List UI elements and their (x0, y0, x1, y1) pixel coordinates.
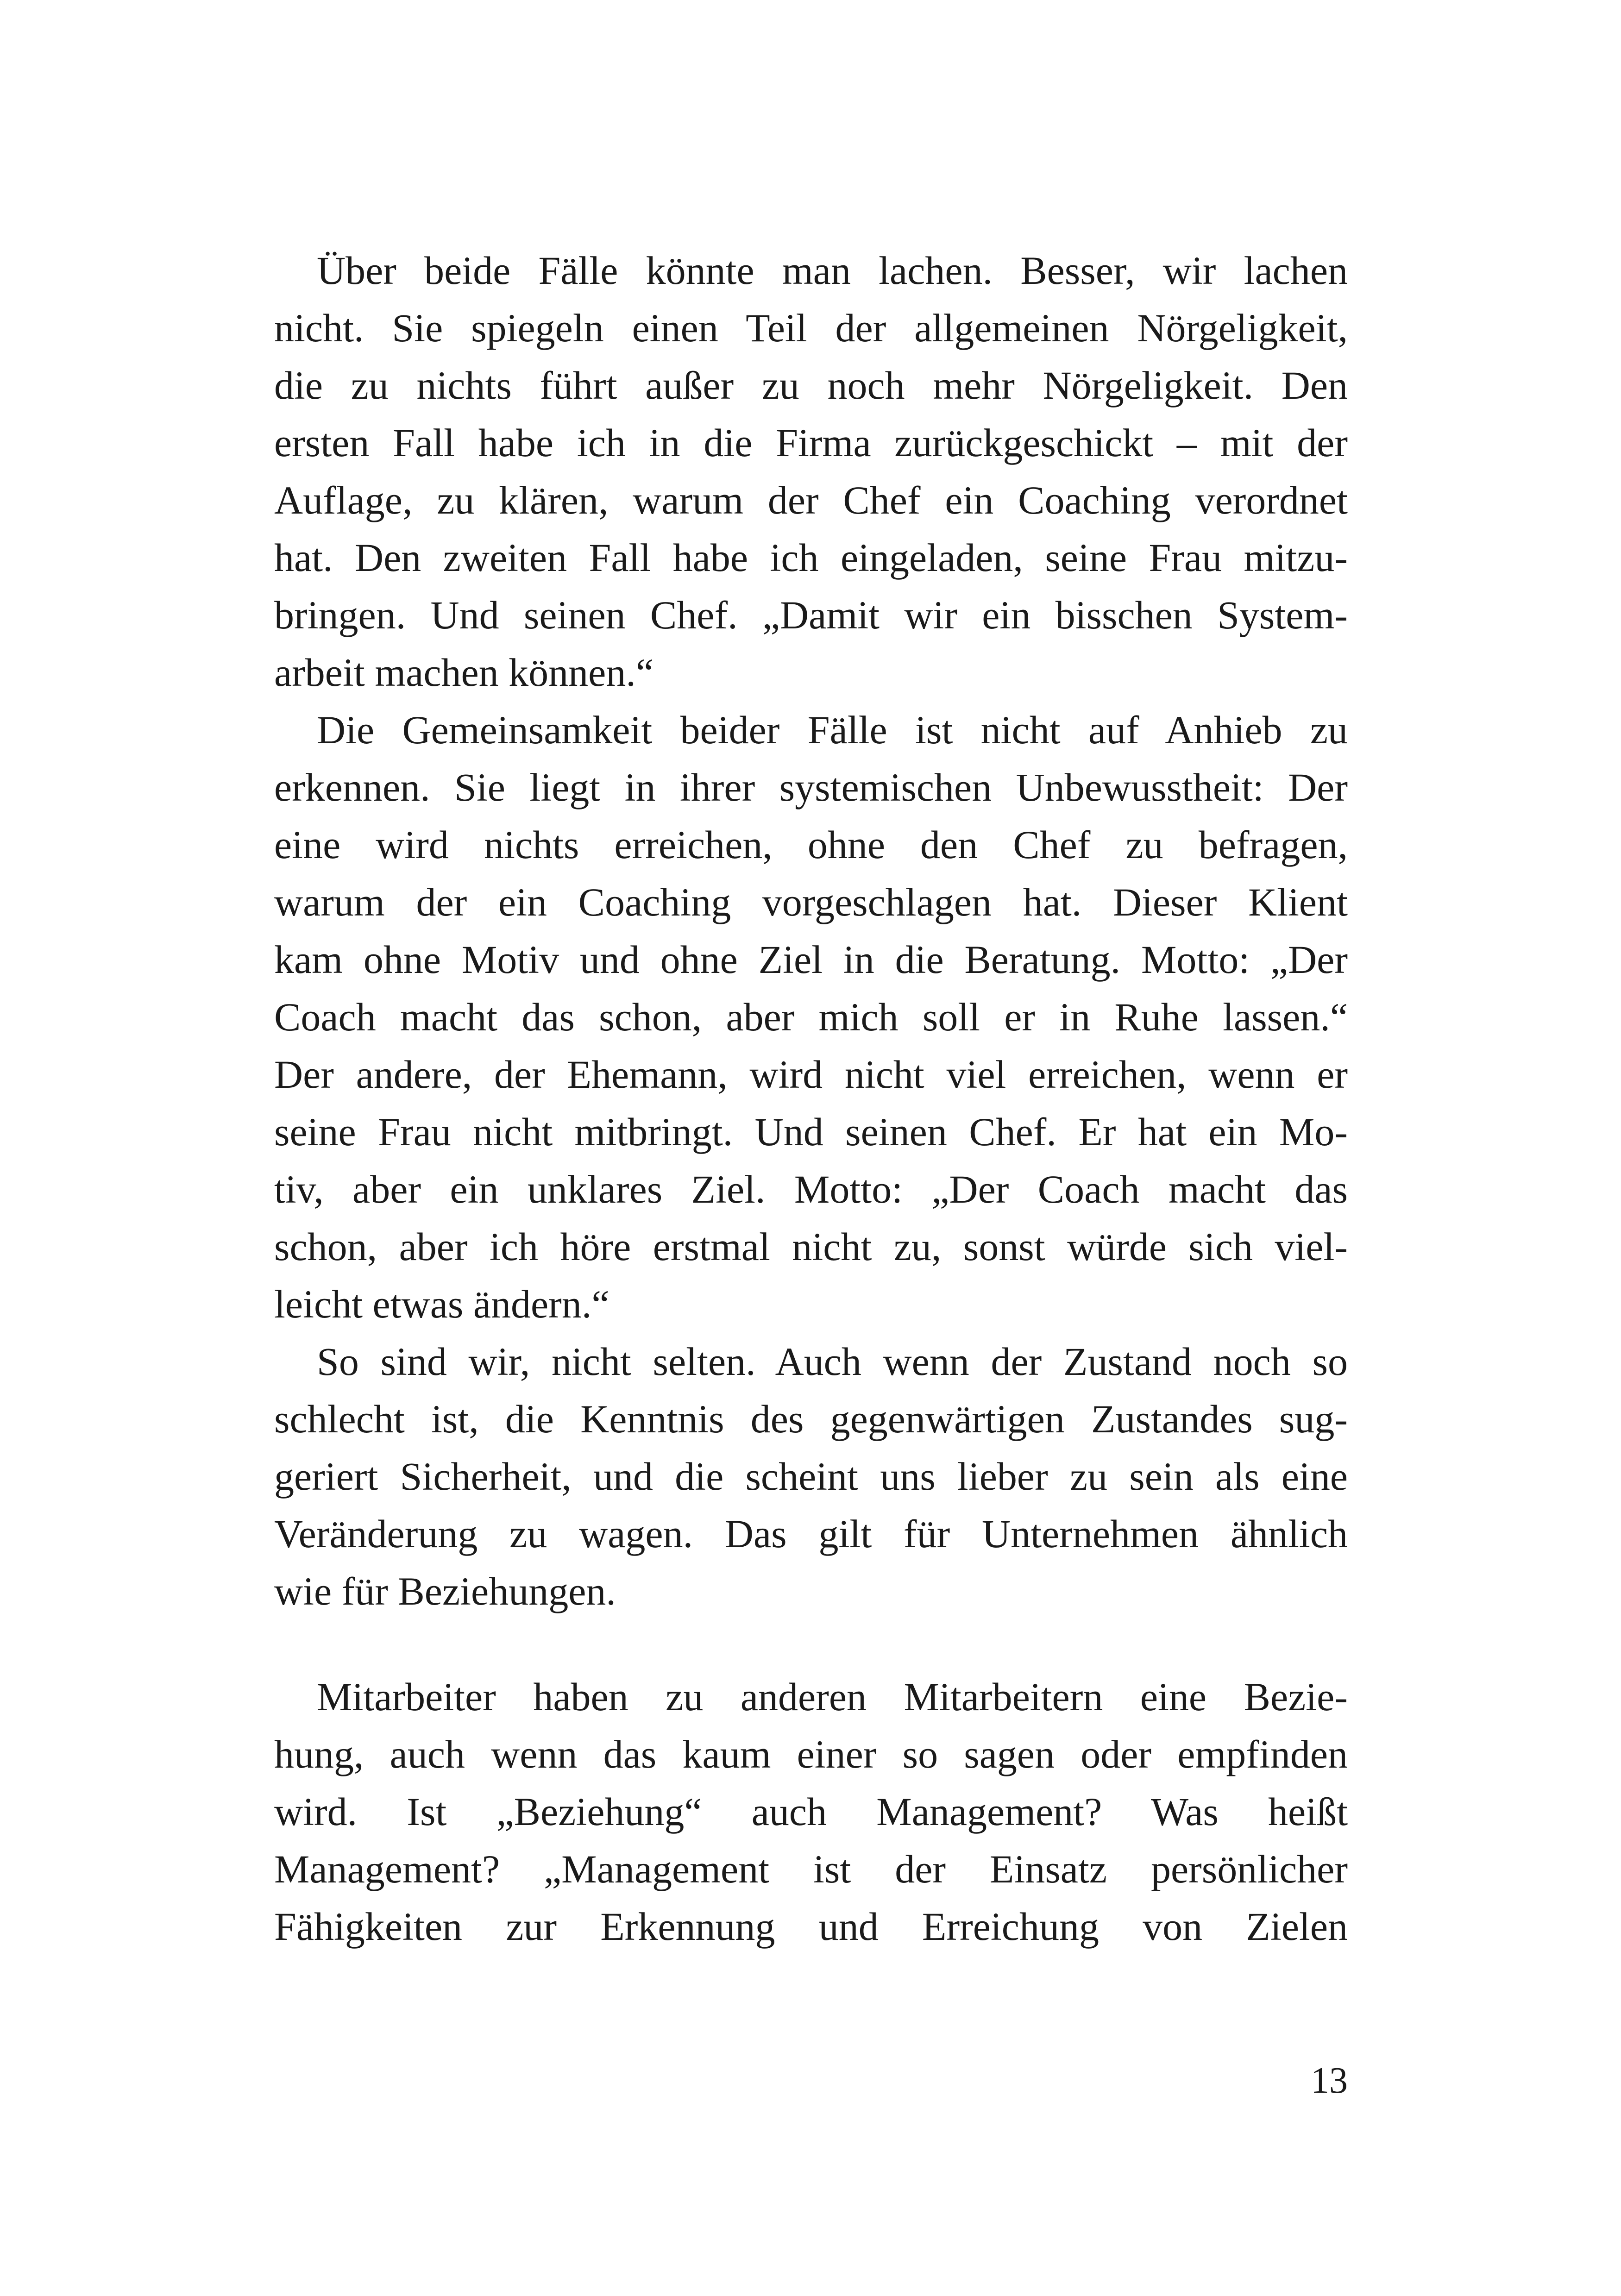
text-line: tiv, aber ein unklares Ziel. Motto: „Der Coach macht das (274, 1167, 1348, 1211)
text-line: schlecht ist, die Kenntnis des gegenwärtigen Zustandes sug- (274, 1397, 1348, 1441)
text-line: Management? „Management ist der Einsatz persönlicher (274, 1847, 1348, 1891)
text-line: eine wird nichts erreichen, ohne den Chef zu befragen, (274, 822, 1348, 867)
text-line: hung, auch wenn das kaum einer so sagen oder empfinden (274, 1732, 1348, 1776)
text-line: Mitarbeiter haben zu anderen Mitarbeitern eine Bezie- (317, 1675, 1348, 1719)
text-line: ersten Fall habe ich in die Firma zurückgeschickt – mit der (274, 420, 1348, 465)
text-block-management (274, 1668, 1348, 1955)
text-block-main (274, 242, 1348, 1620)
text-line: Fähigkeiten zur Erkennung und Erreichung von Zielen (274, 1904, 1348, 1949)
text-line: Die Gemeinsamkeit beider Fälle ist nicht auf Anhieb zu (317, 708, 1348, 752)
text-line: hat. Den zweiten Fall habe ich eingeladen, seine Frau mitzu- (274, 535, 1348, 580)
text-line: Der andere, der Ehemann, wird nicht viel erreichen, wenn er (274, 1052, 1348, 1097)
text-line: arbeit machen können.“ (274, 650, 654, 695)
text-line: leicht etwas ändern.“ (274, 1282, 609, 1326)
text-line: Über beide Fälle könnte man lachen. Besser, wir lachen (317, 248, 1348, 293)
text-line: schon, aber ich höre erstmal nicht zu, sonst würde sich viel- (274, 1224, 1348, 1269)
text-line: wird. Ist „Beziehung“ auch Management? Was heißt (274, 1789, 1348, 1834)
text-line: geriert Sicherheit, und die scheint uns lieber zu sein als eine (274, 1454, 1348, 1499)
text-line: Veränderung zu wagen. Das gilt für Unternehmen ähnlich (274, 1512, 1348, 1556)
text-line: Auflage, zu klären, warum der Chef ein Coaching verordnet (274, 478, 1348, 522)
text-line: So sind wir, nicht selten. Auch wenn der Zustand noch so (317, 1339, 1348, 1384)
page-number: 13 (1311, 2060, 1348, 2101)
text-line: bringen. Und seinen Chef. „Damit wir ein bisschen System- (274, 593, 1348, 637)
text-line: warum der ein Coaching vorgeschlagen hat. Dieser Klient (274, 880, 1348, 924)
text-line: Coach macht das schon, aber mich soll er in Ruhe lassen.“ (274, 995, 1348, 1039)
text-line: erkennen. Sie liegt in ihrer systemischen Unbewusstheit: Der (274, 765, 1348, 809)
text-line: die zu nichts führt außer zu noch mehr Nörgeligkeit. Den (274, 363, 1348, 408)
text-line: seine Frau nicht mitbringt. Und seinen Chef. Er hat ein Mo- (274, 1110, 1348, 1154)
text-line: nicht. Sie spiegeln einen Teil der allgemeinen Nörgeligkeit, (274, 306, 1348, 350)
text-line: wie für Beziehungen. (274, 1569, 616, 1613)
text-line: kam ohne Motiv und ohne Ziel in die Beratung. Motto: „Der (274, 937, 1348, 982)
